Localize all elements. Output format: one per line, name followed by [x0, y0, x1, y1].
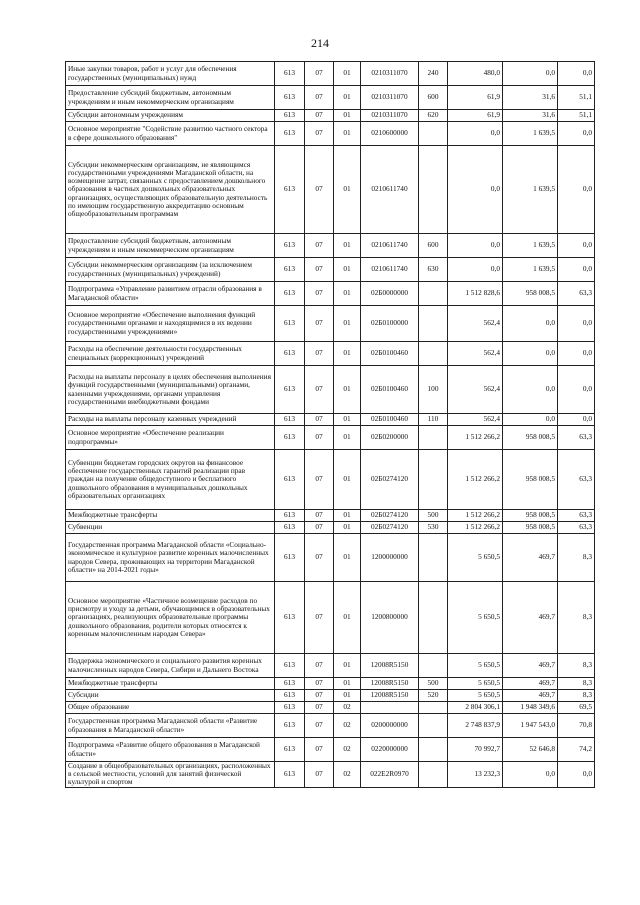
row-vr: 600 [419, 86, 448, 110]
row-ved: 613 [275, 62, 305, 86]
row-fact-amount: 0,0 [503, 62, 558, 86]
row-ved: 613 [275, 522, 305, 534]
row-vr [419, 582, 448, 654]
row-percent: 63,3 [558, 282, 595, 306]
row-pr: 01 [334, 86, 361, 110]
row-ved: 613 [275, 234, 305, 258]
row-name: Субвенции бюджетам городских округов на финансовое обеспечение государственных гарантий реализации прав граждан на получение общедоступного и бесплатного дошкольного образования в муниципальных дошкольных образовательных организациях [66, 450, 275, 510]
row-plan-amount: 1 512 266,2 [448, 450, 503, 510]
row-plan-amount: 70 992,7 [448, 738, 503, 762]
row-name: Основное мероприятие «Обеспечение реализации подпрограммы» [66, 426, 275, 450]
table-row [66, 258, 595, 282]
row-name: Межбюджетные трансферты [66, 510, 275, 522]
row-rz: 07 [305, 282, 334, 306]
table-row [66, 426, 595, 450]
row-fact-amount: 958 008,5 [503, 450, 558, 510]
row-percent: 8,3 [558, 582, 595, 654]
row-pr: 01 [334, 234, 361, 258]
row-csr: 02Б0274120 [361, 450, 419, 510]
row-name: Субсидии некоммерческим организациям (за исключением государственных (муниципальных) учреждений) [66, 258, 275, 282]
row-pr: 01 [334, 306, 361, 342]
row-csr: 0210311070 [361, 86, 419, 110]
row-vr: 500 [419, 510, 448, 522]
row-vr: 500 [419, 678, 448, 690]
row-name: Предоставление субсидий бюджетным, автономным учреждениям и иным некоммерческим организациям [66, 234, 275, 258]
row-ved: 613 [275, 86, 305, 110]
row-pr: 02 [334, 714, 361, 738]
row-rz: 07 [305, 582, 334, 654]
row-percent: 0,0 [558, 414, 595, 426]
row-csr: 02Б0274120 [361, 510, 419, 522]
row-pr: 01 [334, 282, 361, 306]
row-plan-amount: 2 804 306,1 [448, 702, 503, 714]
row-pr: 01 [334, 366, 361, 414]
row-percent: 0,0 [558, 306, 595, 342]
row-pr: 01 [334, 110, 361, 122]
table-row [66, 146, 595, 234]
row-pr: 01 [334, 510, 361, 522]
row-name: Основное мероприятие "Содействие развитию частного сектора в сфере дошкольного образования" [66, 122, 275, 146]
row-vr: 110 [419, 414, 448, 426]
row-name: Иные закупки товаров, работ и услуг для обеспечения государственных (муниципальных) нужд [66, 62, 275, 86]
row-fact-amount: 0,0 [503, 762, 558, 788]
row-csr: 0210600000 [361, 122, 419, 146]
row-ved: 613 [275, 258, 305, 282]
row-plan-amount: 13 232,3 [448, 762, 503, 788]
table-row [66, 690, 595, 702]
row-rz: 07 [305, 654, 334, 678]
table-row [66, 450, 595, 510]
row-percent: 0,0 [558, 62, 595, 86]
row-ved: 613 [275, 414, 305, 426]
row-pr: 01 [334, 426, 361, 450]
table-row [66, 414, 595, 426]
row-fact-amount: 958 008,5 [503, 510, 558, 522]
row-name: Подпрограмма «Развитие общего образования в Магаданской области» [66, 738, 275, 762]
row-fact-amount: 1 639,5 [503, 122, 558, 146]
row-name: Субсидии автономным учреждениям [66, 110, 275, 122]
row-vr [419, 738, 448, 762]
row-plan-amount: 0,0 [448, 146, 503, 234]
table-row [66, 122, 595, 146]
row-plan-amount: 61,9 [448, 110, 503, 122]
row-rz: 07 [305, 426, 334, 450]
row-fact-amount: 1 948 349,6 [503, 702, 558, 714]
row-fact-amount: 958 008,5 [503, 522, 558, 534]
row-csr: 0210311070 [361, 110, 419, 122]
row-vr: 100 [419, 366, 448, 414]
row-pr: 02 [334, 762, 361, 788]
row-vr [419, 534, 448, 582]
row-rz: 07 [305, 702, 334, 714]
row-csr [361, 702, 419, 714]
row-rz: 07 [305, 258, 334, 282]
row-ved: 613 [275, 714, 305, 738]
table-row [66, 738, 595, 762]
row-percent: 63,3 [558, 450, 595, 510]
row-plan-amount: 1 512 266,2 [448, 522, 503, 534]
table-row [66, 522, 595, 534]
row-vr [419, 306, 448, 342]
row-csr: 02Б0100460 [361, 342, 419, 366]
row-pr: 01 [334, 62, 361, 86]
row-rz: 07 [305, 366, 334, 414]
row-ved: 613 [275, 762, 305, 788]
row-name: Поддержка экономического и социального развития коренных малочисленных народов Севера, Сибири и Дальнего Востока [66, 654, 275, 678]
row-name: Субсидии некоммерческим организациям, не являющимся государственными учреждениями Магаданской области, на возмещение затрат, связанных с предоставлением дошкольного образования в частных дошкольных образовательных организациях, осуществляющих образовательную деятельность по имеющим государственную аккредитацию основным общеобразовательным программам [66, 146, 275, 234]
row-rz: 07 [305, 738, 334, 762]
table-row [66, 86, 595, 110]
row-fact-amount: 1 947 543,0 [503, 714, 558, 738]
row-rz: 07 [305, 522, 334, 534]
table-row [66, 110, 595, 122]
row-percent: 51,1 [558, 86, 595, 110]
table-row [66, 282, 595, 306]
row-vr [419, 282, 448, 306]
budget-table-body [66, 62, 595, 788]
row-vr [419, 146, 448, 234]
row-ved: 613 [275, 678, 305, 690]
row-rz: 07 [305, 110, 334, 122]
row-fact-amount: 0,0 [503, 342, 558, 366]
row-plan-amount: 562,4 [448, 414, 503, 426]
row-rz: 07 [305, 450, 334, 510]
table-row [66, 306, 595, 342]
row-name: Предоставление субсидий бюджетным, автономным учреждениям и иным некоммерческим организациям [66, 86, 275, 110]
row-plan-amount: 5 650,5 [448, 690, 503, 702]
table-row [66, 366, 595, 414]
row-csr: 12008R5150 [361, 690, 419, 702]
row-ved: 613 [275, 282, 305, 306]
row-fact-amount: 469,7 [503, 582, 558, 654]
table-row [66, 342, 595, 366]
table-row [66, 534, 595, 582]
row-pr: 01 [334, 522, 361, 534]
row-percent: 8,3 [558, 534, 595, 582]
row-fact-amount: 958 008,5 [503, 426, 558, 450]
row-percent: 8,3 [558, 654, 595, 678]
row-csr: 0210311070 [361, 62, 419, 86]
row-rz: 07 [305, 510, 334, 522]
row-vr [419, 450, 448, 510]
row-pr: 01 [334, 582, 361, 654]
row-csr: 02Б0100460 [361, 366, 419, 414]
row-percent: 74,2 [558, 738, 595, 762]
row-percent: 8,3 [558, 678, 595, 690]
row-pr: 01 [334, 258, 361, 282]
row-name: Субсидии [66, 690, 275, 702]
row-rz: 07 [305, 234, 334, 258]
row-ved: 613 [275, 146, 305, 234]
row-pr: 01 [334, 678, 361, 690]
row-ved: 613 [275, 306, 305, 342]
table-row [66, 702, 595, 714]
row-vr: 240 [419, 62, 448, 86]
row-vr [419, 702, 448, 714]
row-name: Субвенции [66, 522, 275, 534]
row-csr: 0210611740 [361, 234, 419, 258]
row-name: Основное мероприятие «Частичное возмещение расходов по присмотру и уходу за детьми, обучающимися в образовательных организациях, реализующих образовательные программы дошкольного образования, родители которых относятся к коренным малочисленным народам Севера» [66, 582, 275, 654]
row-vr [419, 342, 448, 366]
row-plan-amount: 61,9 [448, 86, 503, 110]
row-rz: 07 [305, 146, 334, 234]
row-fact-amount: 0,0 [503, 306, 558, 342]
row-plan-amount: 1 512 266,2 [448, 510, 503, 522]
row-plan-amount: 1 512 266,2 [448, 426, 503, 450]
row-pr: 01 [334, 690, 361, 702]
table-row [66, 762, 595, 788]
row-percent: 0,0 [558, 258, 595, 282]
row-pr: 01 [334, 450, 361, 510]
table-row [66, 654, 595, 678]
row-rz: 07 [305, 762, 334, 788]
row-name: Расходы на выплаты персоналу казенных учреждений [66, 414, 275, 426]
row-ved: 613 [275, 426, 305, 450]
row-rz: 07 [305, 714, 334, 738]
table-row [66, 582, 595, 654]
row-vr: 520 [419, 690, 448, 702]
row-fact-amount: 1 639,5 [503, 146, 558, 234]
row-name: Государственная программа Магаданской области «Социально-экономическое и культурное развитие коренных малочисленных народов Севера, проживающих на территории Магаданской области» на 2014-2021 годы» [66, 534, 275, 582]
row-ved: 613 [275, 342, 305, 366]
row-vr [419, 762, 448, 788]
row-percent: 0,0 [558, 762, 595, 788]
row-csr: 02Б0000000 [361, 282, 419, 306]
row-plan-amount: 480,0 [448, 62, 503, 86]
row-percent: 8,3 [558, 690, 595, 702]
row-rz: 07 [305, 122, 334, 146]
row-ved: 613 [275, 582, 305, 654]
table-row [66, 234, 595, 258]
table-row [66, 62, 595, 86]
row-name: Расходы на выплаты персоналу в целях обеспечения выполнения функций государственными (муниципальными) органами, казенными учреждениями, органами управления государственными внебюджетными фондами [66, 366, 275, 414]
row-plan-amount: 0,0 [448, 122, 503, 146]
row-ved: 613 [275, 110, 305, 122]
row-plan-amount: 0,0 [448, 234, 503, 258]
row-csr: 02Б0200000 [361, 426, 419, 450]
row-fact-amount: 958 008,5 [503, 282, 558, 306]
row-fact-amount: 469,7 [503, 654, 558, 678]
row-ved: 613 [275, 450, 305, 510]
row-pr: 02 [334, 738, 361, 762]
row-plan-amount: 562,4 [448, 342, 503, 366]
row-vr [419, 426, 448, 450]
row-fact-amount: 52 646,8 [503, 738, 558, 762]
table-row [66, 510, 595, 522]
row-vr: 620 [419, 110, 448, 122]
row-percent: 69,5 [558, 702, 595, 714]
row-percent: 70,8 [558, 714, 595, 738]
row-percent: 0,0 [558, 234, 595, 258]
row-plan-amount: 1 512 828,6 [448, 282, 503, 306]
row-plan-amount: 562,4 [448, 366, 503, 414]
row-percent: 51,1 [558, 110, 595, 122]
row-ved: 613 [275, 366, 305, 414]
row-name: Создание в общеобразовательных организациях, расположенных в сельской местности, условий для занятий физической культурой и спортом [66, 762, 275, 788]
row-fact-amount: 469,7 [503, 690, 558, 702]
row-percent: 0,0 [558, 342, 595, 366]
row-name: Расходы на обеспечение деятельности государственных специальных (коррекционных) учреждений [66, 342, 275, 366]
row-csr: 02Б0274120 [361, 522, 419, 534]
row-vr [419, 654, 448, 678]
budget-table [65, 61, 595, 788]
row-pr: 01 [334, 654, 361, 678]
row-vr [419, 714, 448, 738]
row-csr: 12008R5150 [361, 678, 419, 690]
row-percent: 0,0 [558, 146, 595, 234]
row-plan-amount: 5 650,5 [448, 678, 503, 690]
row-rz: 07 [305, 414, 334, 426]
row-pr: 02 [334, 702, 361, 714]
row-name: Государственная программа Магаданской области «Развитие образования в Магаданской области» [66, 714, 275, 738]
row-plan-amount: 5 650,5 [448, 582, 503, 654]
row-name: Основное мероприятие «Обеспечение выполнения функций государственными органами и находящимися в их ведении государственными учреждениями» [66, 306, 275, 342]
row-fact-amount: 469,7 [503, 678, 558, 690]
row-pr: 01 [334, 414, 361, 426]
row-percent: 0,0 [558, 122, 595, 146]
row-percent: 63,3 [558, 522, 595, 534]
row-ved: 613 [275, 654, 305, 678]
row-pr: 01 [334, 534, 361, 582]
row-ved: 613 [275, 690, 305, 702]
row-plan-amount: 5 650,5 [448, 654, 503, 678]
row-percent: 63,3 [558, 426, 595, 450]
row-pr: 01 [334, 342, 361, 366]
row-fact-amount: 0,0 [503, 366, 558, 414]
row-name: Подпрограмма «Управление развитием отрасли образования в Магаданской области» [66, 282, 275, 306]
row-rz: 07 [305, 62, 334, 86]
row-rz: 07 [305, 342, 334, 366]
row-ved: 613 [275, 534, 305, 582]
row-percent: 0,0 [558, 366, 595, 414]
row-plan-amount: 562,4 [448, 306, 503, 342]
row-name: Общее образование [66, 702, 275, 714]
row-plan-amount: 0,0 [448, 258, 503, 282]
row-vr [419, 122, 448, 146]
row-csr: 0210611740 [361, 258, 419, 282]
row-fact-amount: 0,0 [503, 414, 558, 426]
row-fact-amount: 469,7 [503, 534, 558, 582]
row-name: Межбюджетные трансферты [66, 678, 275, 690]
row-vr: 530 [419, 522, 448, 534]
row-csr: 02Б0100460 [361, 414, 419, 426]
row-vr: 630 [419, 258, 448, 282]
row-csr: 0220000000 [361, 738, 419, 762]
table-row [66, 678, 595, 690]
table-row [66, 714, 595, 738]
row-plan-amount: 2 748 837,9 [448, 714, 503, 738]
row-rz: 07 [305, 86, 334, 110]
row-csr: 1200800000 [361, 582, 419, 654]
row-fact-amount: 1 639,5 [503, 234, 558, 258]
page-number: 214 [311, 36, 329, 50]
row-ved: 613 [275, 702, 305, 714]
row-fact-amount: 31,6 [503, 110, 558, 122]
row-rz: 07 [305, 306, 334, 342]
row-rz: 07 [305, 690, 334, 702]
row-csr: 12008R5150 [361, 654, 419, 678]
row-csr: 1200000000 [361, 534, 419, 582]
row-rz: 07 [305, 678, 334, 690]
row-vr: 600 [419, 234, 448, 258]
row-csr: 0210611740 [361, 146, 419, 234]
row-pr: 01 [334, 146, 361, 234]
row-plan-amount: 5 650,5 [448, 534, 503, 582]
row-csr: 0200000000 [361, 714, 419, 738]
row-percent: 63,3 [558, 510, 595, 522]
row-fact-amount: 31,6 [503, 86, 558, 110]
row-csr: 02Б0100000 [361, 306, 419, 342]
row-pr: 01 [334, 122, 361, 146]
row-ved: 613 [275, 510, 305, 522]
row-csr: 022E2R0970 [361, 762, 419, 788]
row-fact-amount: 1 639,5 [503, 258, 558, 282]
row-rz: 07 [305, 534, 334, 582]
row-ved: 613 [275, 122, 305, 146]
row-ved: 613 [275, 738, 305, 762]
